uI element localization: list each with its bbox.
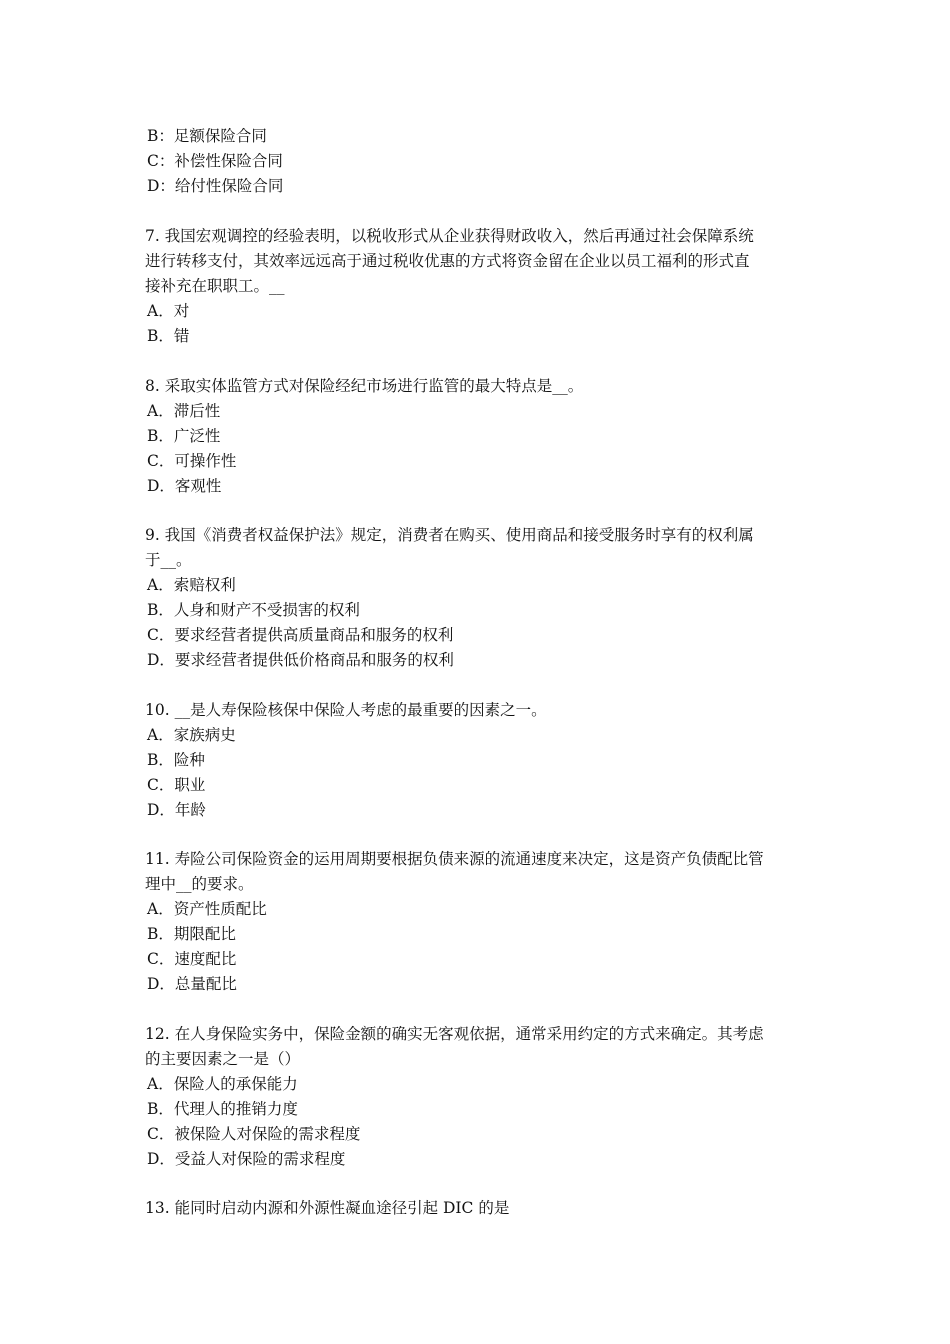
question-11-option: D．总量配比	[147, 975, 237, 993]
question-12-option: D．受益人对保险的需求程度	[147, 1150, 346, 1168]
question-9-option: B．人身和财产不受损害的权利	[147, 601, 360, 619]
question-12-text: 12. 在人身保险实务中，保险金额的确实无客观依据，通常采用约定的方式来确定。其考虑	[145, 1025, 764, 1043]
question-8-text: 8. 采取实体监管方式对保险经纪市场进行监管的最大特点是__。	[145, 377, 584, 395]
question-10-text: 10. __是人寿保险核保中保险人考虑的最重要的因素之一。	[145, 701, 547, 719]
question-8-option: B．广泛性	[147, 427, 221, 445]
question-10-option: D．年龄	[147, 801, 206, 819]
question-7-option: B．错	[147, 327, 190, 345]
question-12-option: A．保险人的承保能力	[147, 1075, 298, 1093]
question-11-option: A．资产性质配比	[147, 900, 267, 918]
question-10-option: C．职业	[147, 776, 206, 794]
question-13-text: 13. 能同时启动内源和外源性凝血途径引起 DIC 的是	[145, 1199, 510, 1217]
question-8-option: A．滞后性	[147, 402, 221, 420]
question-10-option: B．险种	[147, 751, 205, 769]
option-line: B：足额保险合同	[147, 127, 267, 145]
question-9-option: A．索赔权利	[147, 576, 236, 594]
question-7-option: A．对	[147, 302, 190, 320]
question-8-option: D．客观性	[147, 477, 222, 495]
question-11-option: C．速度配比	[147, 950, 237, 968]
option-line: D：给付性保险合同	[147, 177, 284, 195]
question-11-option: B．期限配比	[147, 925, 236, 943]
question-10-option: A．家族病史	[147, 726, 236, 744]
question-11-text: 11. 寿险公司保险资金的运用周期要根据负债来源的流通速度来决定，这是资产负债配比管	[145, 850, 764, 868]
question-12-text: 的主要因素之一是（）	[145, 1050, 301, 1068]
question-9-option: C．要求经营者提供高质量商品和服务的权利	[147, 626, 454, 644]
question-7-text: 7. 我国宏观调控的经验表明，以税收形式从企业获得财政收入，然后再通过社会保障系统	[145, 227, 754, 245]
question-7-text: 进行转移支付，其效率远远高于通过税收优惠的方式将资金留在企业以员工福利的形式直	[145, 252, 750, 270]
question-12-option: C．被保险人对保险的需求程度	[147, 1125, 361, 1143]
question-9-text: 9. 我国《消费者权益保护法》规定，消费者在购买、使用商品和接受服务时享有的权利属	[145, 526, 754, 544]
question-7-text: 接补充在职职工。__	[145, 277, 285, 295]
question-8-option: C．可操作性	[147, 452, 237, 470]
question-9-option: D．要求经营者提供低价格商品和服务的权利	[147, 651, 454, 669]
question-9-text: 于__。	[145, 551, 192, 569]
question-12-option: B．代理人的推销力度	[147, 1100, 298, 1118]
option-line: C：补偿性保险合同	[147, 152, 283, 170]
question-11-text: 理中__的要求。	[145, 875, 254, 893]
